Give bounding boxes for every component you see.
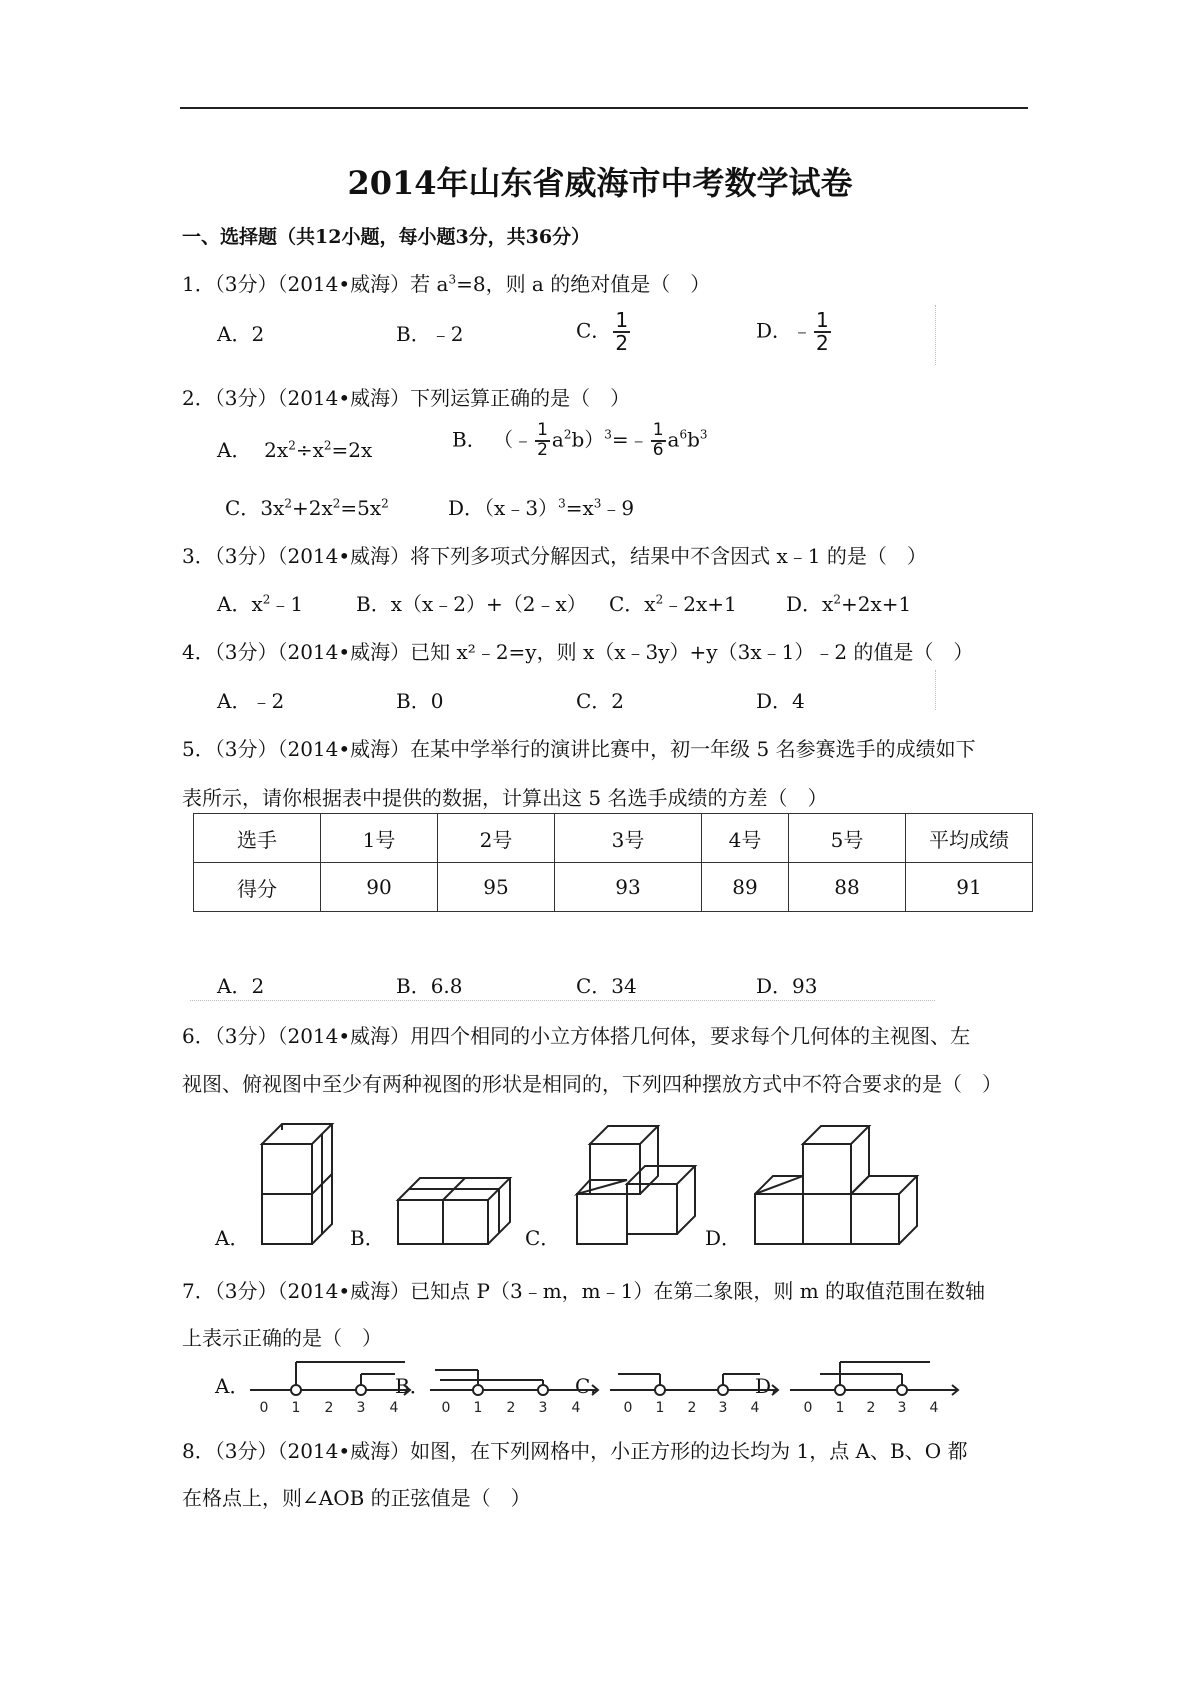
q5-option-d: D．93 bbox=[756, 974, 818, 998]
number-line-d bbox=[790, 1362, 958, 1395]
q4-option-a: A．﹣2 bbox=[217, 689, 285, 713]
q6-option-a: A． bbox=[215, 1226, 250, 1250]
q2-option-a: A． $2x^2\div x^2=2x$ bbox=[217, 438, 373, 462]
q6-option-b: B． bbox=[350, 1226, 385, 1250]
dotted-guide bbox=[190, 1000, 935, 1001]
question-8-line-1: 8．（3分）（2014•威海）如图，在下列网格中，小正方形的边长均为 1，点 A、B、O 都 bbox=[182, 1439, 968, 1463]
q7-option-b: B． bbox=[395, 1374, 430, 1398]
question-7-line-2: 上表示正确的是（ ） bbox=[182, 1326, 382, 1350]
q1-option-c: C． $\frac{1}{2}$ bbox=[576, 308, 629, 355]
q1-option-d: D．﹣ $\frac{1}{2}$ bbox=[756, 308, 829, 355]
tick-label: 1 bbox=[655, 1400, 665, 1416]
q2-option-b: B． （﹣ $\frac{1}{2}$ $a^2b)^3=﹣$ $\frac{1}{6}$ $a^6b^3$ bbox=[452, 420, 708, 460]
q1-option-b: B．﹣2 bbox=[396, 322, 464, 346]
tick-label: 2 bbox=[866, 1400, 876, 1416]
tick-label: 0 bbox=[623, 1400, 633, 1416]
question-6-line-1: 6．（3分）（2014•威海）用四个相同的小立方体搭几何体，要求每个几何体的主视图、左 bbox=[182, 1024, 971, 1048]
q3-option-b: B．x（x﹣2）+（2﹣x） bbox=[356, 592, 587, 616]
tick-label: 2 bbox=[687, 1400, 697, 1416]
tick-label: 1 bbox=[291, 1400, 301, 1416]
q5-option-b: B．6.8 bbox=[396, 974, 463, 998]
tick-label: 3 bbox=[356, 1400, 366, 1416]
table-row bbox=[194, 814, 1033, 863]
q4-option-b: B．0 bbox=[396, 689, 444, 713]
q5-option-a: A．2 bbox=[217, 974, 265, 998]
q6-option-d: D． bbox=[705, 1226, 742, 1250]
table-cell: 93 bbox=[555, 863, 702, 912]
question-6-line-2: 视图、俯视图中至少有两种视图的形状是相同的，下列四种摆放方式中不符合要求的是（ ） bbox=[182, 1072, 1002, 1096]
tick-label: 1 bbox=[835, 1400, 845, 1416]
number-line-b bbox=[430, 1370, 598, 1395]
table-cell: 88 bbox=[789, 863, 906, 912]
q2-option-d: D．$(x﹣3)^3=x^3﹣9$ bbox=[448, 496, 635, 520]
table-row bbox=[194, 863, 1033, 912]
q7-option-a: A． bbox=[215, 1374, 250, 1398]
tick-label: 4 bbox=[929, 1400, 939, 1416]
tick-label: 2 bbox=[324, 1400, 334, 1416]
tick-label: 0 bbox=[441, 1400, 451, 1416]
question-5-line-2: 表所示，请你根据表中提供的数据，计算出这 5 名选手成绩的方差（ ） bbox=[182, 786, 828, 810]
cube-figures bbox=[0, 1110, 1000, 1250]
q7-option-d: D． bbox=[755, 1374, 792, 1398]
table-cell: 5号 bbox=[789, 814, 906, 863]
tick-label: 0 bbox=[259, 1400, 269, 1416]
table-cell: 95 bbox=[438, 863, 555, 912]
score-table bbox=[193, 813, 1033, 912]
question-3: 3．（3分）（2014•威海）将下列多项式分解因式，结果中不含因式 x﹣1 的是（ ） bbox=[182, 544, 927, 568]
q6-option-c: C． bbox=[525, 1226, 561, 1250]
question-4: 4．（3分）（2014•威海）已知 x²﹣2=y，则 x（x﹣3y）+y（3x﹣1）﹣2 的值是（ ） bbox=[182, 640, 974, 664]
q3-option-a: A．$x^2﹣1$ bbox=[217, 592, 304, 616]
section-heading: 一、选择题（共12小题，每小题3分，共36分） bbox=[182, 226, 591, 248]
table-cell: 91 bbox=[906, 863, 1033, 912]
table-cell: 90 bbox=[321, 863, 438, 912]
tick-label: 4 bbox=[389, 1400, 399, 1416]
tick-label: 1 bbox=[473, 1400, 483, 1416]
number-lines bbox=[0, 1350, 1000, 1430]
table-cell: 4号 bbox=[702, 814, 789, 863]
table-cell: 3号 bbox=[555, 814, 702, 863]
table-cell: 89 bbox=[702, 863, 789, 912]
question-7-line-1: 7．（3分）（2014•威海）已知点 P（3﹣m，m﹣1）在第二象限，则 m 的取值范围在数轴 bbox=[182, 1279, 986, 1303]
table-cell: 得分 bbox=[194, 863, 321, 912]
number-line-c bbox=[610, 1374, 778, 1395]
tick-label: 0 bbox=[803, 1400, 813, 1416]
q7-option-c: C． bbox=[575, 1374, 611, 1398]
table-cell: 1号 bbox=[321, 814, 438, 863]
dotted-guide bbox=[935, 670, 936, 710]
tick-label: 3 bbox=[897, 1400, 907, 1416]
table-cell: 2号 bbox=[438, 814, 555, 863]
tick-label: 3 bbox=[538, 1400, 548, 1416]
q5-option-c: C．34 bbox=[576, 974, 637, 998]
question-2: 2．（3分）（2014•威海）下列运算正确的是（ ） bbox=[182, 386, 631, 410]
header-rule bbox=[180, 107, 1028, 109]
question-5-line-1: 5．（3分）（2014•威海）在某中学举行的演讲比赛中，初一年级 5 名参赛选手的成绩如下 bbox=[182, 737, 976, 761]
q3-option-c: C．$x^2﹣2x+1$ bbox=[609, 592, 737, 616]
q4-option-d: D．4 bbox=[756, 689, 805, 713]
q3-option-d: D．$x^2+2x+1$ bbox=[786, 592, 912, 616]
table-cell: 平均成绩 bbox=[906, 814, 1033, 863]
figure-b-flat-cubes bbox=[398, 1178, 510, 1244]
q2-option-c: C．$3x^2+2x^2=5x^2$ bbox=[225, 496, 389, 520]
figure-d-three-plus-one bbox=[755, 1126, 917, 1244]
q1-option-a: A．2 bbox=[217, 322, 265, 346]
tick-label: 3 bbox=[718, 1400, 728, 1416]
tick-labels bbox=[260, 1400, 939, 1416]
tick-label: 4 bbox=[750, 1400, 760, 1416]
dotted-guide bbox=[935, 305, 936, 365]
tick-label: 2 bbox=[506, 1400, 516, 1416]
q4-option-c: C．2 bbox=[576, 689, 625, 713]
tick-label: 4 bbox=[571, 1400, 581, 1416]
question-8-line-2: 在格点上，则∠AOB 的正弦值是（ ） bbox=[182, 1486, 531, 1510]
number-line-a bbox=[250, 1362, 410, 1395]
figure-c-l-shape bbox=[577, 1126, 695, 1244]
table-cell: 选手 bbox=[194, 814, 321, 863]
page-title: 2014年山东省威海市中考数学试卷 bbox=[347, 164, 853, 202]
figure-a-stacked-cubes bbox=[262, 1124, 332, 1244]
question-1: 1．（3分）（2014•威海）若 $a^3=8$，则 a 的绝对值是（ ） bbox=[182, 272, 711, 296]
